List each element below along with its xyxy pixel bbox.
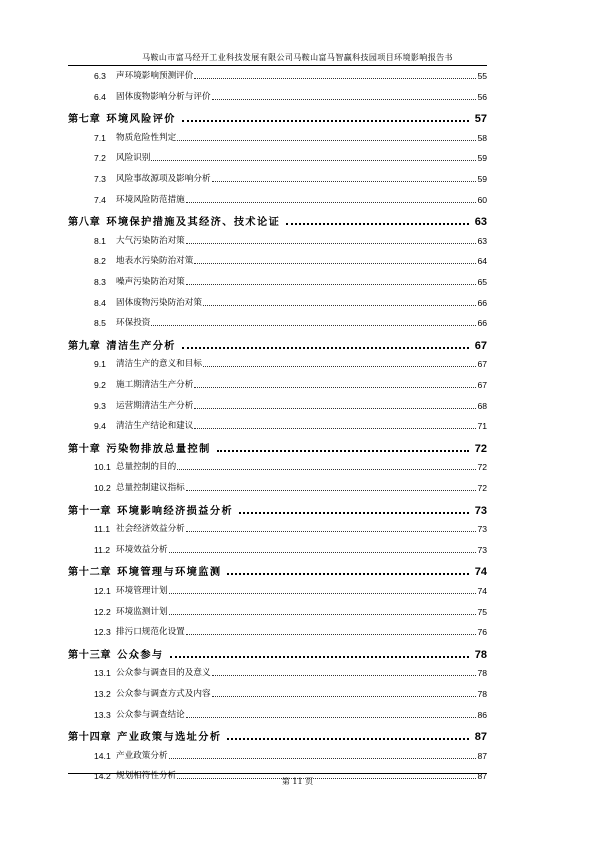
section-title: 公众参与调查目的及意义 xyxy=(116,668,211,679)
page-number-ref: 68 xyxy=(477,400,487,411)
dot-leader xyxy=(227,573,468,575)
section-title: 总量控制建议指标 xyxy=(116,483,185,493)
toc-section-entry[interactable] xyxy=(68,460,487,472)
toc-section-entry[interactable] xyxy=(68,543,487,555)
toc-section-entry[interactable] xyxy=(68,605,487,617)
chapter-title: 环境影响经济损益分析 xyxy=(117,504,234,517)
toc-section-entry[interactable] xyxy=(68,419,487,431)
dot-leader xyxy=(217,450,469,452)
chapter-label: 第十一章 xyxy=(68,504,112,517)
section-number: 7.1 xyxy=(94,132,106,143)
dot-leader xyxy=(194,386,476,388)
toc-section-entry[interactable] xyxy=(68,378,487,390)
section-title: 规划相符性分析 xyxy=(116,771,177,782)
toc-section-entry[interactable] xyxy=(68,296,487,308)
section-title: 风险事故源项及影响分析 xyxy=(116,174,211,184)
dot-leader xyxy=(212,180,477,182)
section-title: 总量控制的目的 xyxy=(116,462,177,473)
page-number-ref: 87 xyxy=(477,750,487,761)
dot-leader xyxy=(169,613,477,615)
page-number-ref: 75 xyxy=(477,606,487,617)
chapter-label: 第十二章 xyxy=(68,566,112,579)
footer-rule xyxy=(68,773,487,774)
toc-section-entry[interactable] xyxy=(68,522,487,534)
dot-leader xyxy=(212,674,477,676)
page-number-ref: 63 xyxy=(477,235,487,246)
page-number-ref: 67 xyxy=(477,380,487,390)
section-number: 10.1 xyxy=(94,462,111,473)
section-number: 11.1 xyxy=(94,524,111,535)
section-title: 环保投资 xyxy=(116,318,151,329)
section-number: 14.2 xyxy=(94,771,111,782)
header-rule xyxy=(68,65,487,66)
dot-leader xyxy=(182,120,469,122)
page-number-ref: 63 xyxy=(474,216,487,229)
section-title: 清洁生产的意义和目标 xyxy=(116,359,202,370)
section-number: 13.1 xyxy=(94,668,111,679)
page-header: 马鞍山市富马经开工业科技发展有限公司马鞍山富马智赢科技园项目环境影响报告书 xyxy=(142,53,453,62)
page-number-ref: 72 xyxy=(477,462,487,473)
toc-section-entry[interactable] xyxy=(68,275,487,287)
dot-leader xyxy=(286,223,469,225)
toc-chapter-entry[interactable] xyxy=(68,502,487,517)
dot-leader xyxy=(239,512,469,514)
section-title: 风险识别 xyxy=(116,153,151,164)
section-number: 12.3 xyxy=(94,627,111,638)
dot-leader xyxy=(186,201,477,203)
section-number: 9.4 xyxy=(94,421,106,432)
section-title: 公众参与调查方式及内容 xyxy=(116,689,211,699)
toc-chapter-entry[interactable] xyxy=(68,337,487,352)
toc-section-entry[interactable] xyxy=(68,151,487,163)
toc-section-entry[interactable] xyxy=(68,357,487,369)
page-number-ref: 87 xyxy=(477,771,487,782)
section-title: 环境效益分析 xyxy=(116,544,168,555)
page-number-ref: 86 xyxy=(477,709,487,720)
dot-leader xyxy=(151,324,476,326)
dot-leader xyxy=(194,262,476,264)
page-number-ref: 72 xyxy=(477,483,487,493)
page-number-ref: 78 xyxy=(474,648,487,661)
page-number-ref: 55 xyxy=(477,71,487,81)
section-title: 公众参与调查结论 xyxy=(116,709,185,720)
page-number-ref: 72 xyxy=(474,442,487,455)
toc-chapter-entry[interactable] xyxy=(68,728,487,743)
toc-section-entry[interactable] xyxy=(68,90,487,102)
chapter-title: 污染物排放总量控制 xyxy=(106,442,211,455)
toc-section-entry[interactable] xyxy=(68,131,487,143)
dot-leader xyxy=(186,242,477,244)
section-title: 环境风险防范措施 xyxy=(116,194,185,205)
section-title: 大气污染防治对策 xyxy=(116,235,185,246)
page-number-ref: 58 xyxy=(477,132,487,143)
section-number: 12.1 xyxy=(94,586,111,596)
section-title: 清洁生产结论和建议 xyxy=(116,421,194,432)
dot-leader xyxy=(170,656,469,658)
page-number-ref: 78 xyxy=(477,689,487,699)
section-number: 12.2 xyxy=(94,606,111,617)
dot-leader xyxy=(186,633,477,635)
toc-section-entry[interactable] xyxy=(68,687,487,699)
chapter-title: 公众参与 xyxy=(117,648,164,661)
section-number: 14.1 xyxy=(94,750,111,761)
page-number-ref: 60 xyxy=(477,194,487,205)
toc-chapter-entry[interactable] xyxy=(68,563,487,578)
section-title: 产业政策分析 xyxy=(116,750,168,761)
page-number-ref: 67 xyxy=(474,339,487,352)
dot-leader xyxy=(177,139,476,141)
section-title: 社会经济效益分析 xyxy=(116,524,185,535)
section-number: 10.2 xyxy=(94,483,111,493)
section-number: 11.2 xyxy=(94,544,111,555)
page-number-ref: 74 xyxy=(477,586,487,596)
toc-section-entry[interactable] xyxy=(68,234,487,246)
toc-section-entry[interactable] xyxy=(68,708,487,720)
page-number-ref: 73 xyxy=(477,544,487,555)
section-number: 7.2 xyxy=(94,153,106,164)
page-number-ref: 73 xyxy=(474,504,487,517)
section-title: 固体废物污染防治对策 xyxy=(116,297,202,308)
page-number-ref: 65 xyxy=(477,277,487,287)
page-number-ref: 67 xyxy=(477,359,487,370)
dot-leader xyxy=(182,347,469,349)
page-number-ref: 78 xyxy=(477,668,487,679)
dot-leader xyxy=(227,738,468,740)
section-title: 施工期清洁生产分析 xyxy=(116,380,194,390)
dot-leader xyxy=(169,551,477,553)
chapter-label: 第十三章 xyxy=(68,648,112,661)
section-number: 9.2 xyxy=(94,380,106,390)
toc-section-entry[interactable] xyxy=(68,254,487,266)
section-number: 7.4 xyxy=(94,194,106,205)
section-number: 13.3 xyxy=(94,709,111,720)
section-number: 8.2 xyxy=(94,256,106,267)
dot-leader xyxy=(186,716,477,718)
section-title: 环境监测计划 xyxy=(116,606,168,617)
page-number: 第 11 页 xyxy=(281,777,314,786)
page-number-ref: 71 xyxy=(477,421,487,432)
toc-section-entry[interactable] xyxy=(68,316,487,328)
dot-leader xyxy=(212,695,477,697)
section-title: 噪声污染防治对策 xyxy=(116,277,185,287)
page-number-ref: 56 xyxy=(477,91,487,102)
dot-leader xyxy=(194,407,476,409)
page-number-ref: 87 xyxy=(474,731,487,744)
section-title: 声环境影响预测评价 xyxy=(116,71,194,81)
section-title: 固体废物影响分析与评价 xyxy=(116,91,211,102)
dot-leader xyxy=(186,530,477,532)
section-title: 排污口规范化设置 xyxy=(116,627,185,638)
section-number: 8.4 xyxy=(94,297,106,308)
dot-leader xyxy=(151,159,476,161)
section-number: 8.1 xyxy=(94,235,106,246)
toc-chapter-entry[interactable] xyxy=(68,213,487,228)
chapter-title: 环境管理与环境监测 xyxy=(117,566,222,579)
page-number-ref: 64 xyxy=(477,256,487,267)
page-number-ref: 73 xyxy=(477,524,487,535)
toc-chapter-entry[interactable] xyxy=(68,646,487,661)
section-title: 物质危险性判定 xyxy=(116,132,177,143)
chapter-label: 第十四章 xyxy=(68,731,112,744)
chapter-label: 第七章 xyxy=(68,113,101,126)
chapter-label: 第八章 xyxy=(68,216,101,229)
section-number: 8.3 xyxy=(94,277,106,287)
dot-leader xyxy=(203,365,476,367)
dot-leader xyxy=(177,468,476,470)
dot-leader xyxy=(194,77,476,79)
chapter-label: 第九章 xyxy=(68,339,101,352)
toc-section-entry[interactable] xyxy=(68,584,487,596)
chapter-title: 清洁生产分析 xyxy=(106,339,176,352)
section-number: 9.3 xyxy=(94,400,106,411)
dot-leader xyxy=(212,98,477,100)
section-number: 13.2 xyxy=(94,689,111,699)
page-number-ref: 66 xyxy=(477,318,487,329)
page-number-ref: 66 xyxy=(477,297,487,308)
chapter-title: 环境保护措施及其经济、技术论证 xyxy=(106,216,281,229)
toc-section-entry[interactable] xyxy=(68,666,487,678)
section-title: 环境管理计划 xyxy=(116,586,168,596)
page-number-ref: 76 xyxy=(477,627,487,638)
section-title: 运营期清洁生产分析 xyxy=(116,400,194,411)
page-number-ref: 74 xyxy=(474,566,487,579)
section-number: 6.4 xyxy=(94,91,106,102)
toc-section-entry[interactable] xyxy=(68,481,487,493)
chapter-title: 产业政策与选址分析 xyxy=(117,731,222,744)
page-number-ref: 59 xyxy=(477,174,487,184)
toc-section-entry[interactable] xyxy=(68,749,487,761)
section-title: 地表水污染防治对策 xyxy=(116,256,194,267)
toc-chapter-entry[interactable] xyxy=(68,440,487,455)
dot-leader xyxy=(203,304,476,306)
chapter-label: 第十章 xyxy=(68,442,101,455)
toc-section-entry[interactable] xyxy=(68,193,487,205)
dot-leader xyxy=(186,489,477,491)
toc-section-entry[interactable] xyxy=(68,172,487,184)
section-number: 8.5 xyxy=(94,318,106,329)
page-number-ref: 59 xyxy=(477,153,487,164)
toc-section-entry[interactable] xyxy=(68,69,487,81)
dot-leader xyxy=(194,427,476,429)
toc-chapter-entry[interactable] xyxy=(68,110,487,125)
section-number: 6.3 xyxy=(94,71,106,81)
dot-leader xyxy=(169,592,477,594)
dot-leader xyxy=(186,283,477,285)
dot-leader xyxy=(169,757,477,759)
toc-section-entry[interactable] xyxy=(68,399,487,411)
page-number-ref: 57 xyxy=(474,113,487,126)
section-number: 7.3 xyxy=(94,174,106,184)
chapter-title: 环境风险评价 xyxy=(106,113,176,126)
toc-section-entry[interactable] xyxy=(68,625,487,637)
section-number: 9.1 xyxy=(94,359,106,370)
